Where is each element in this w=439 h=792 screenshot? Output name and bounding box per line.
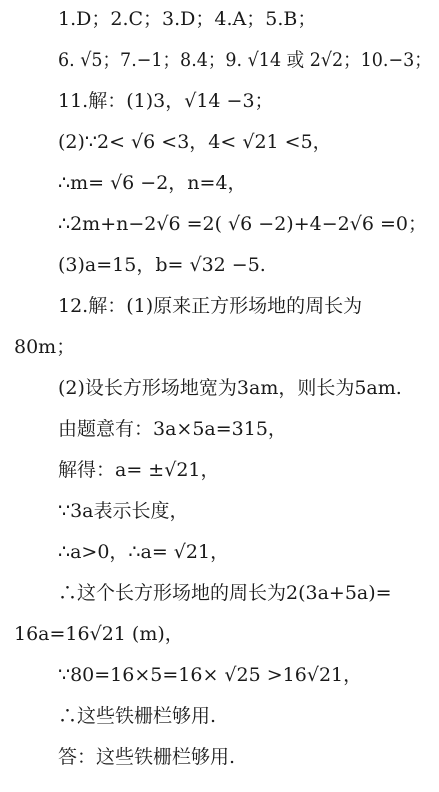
answer-line-5: ∴m= √6 −2，n=4，: [58, 172, 247, 194]
answer-line-14: ∴a>0，∴a= √21，: [58, 541, 230, 563]
answer-line-17: ∵80=16×5=16× √25 >16√21，: [58, 664, 363, 686]
answer-line-11: 由题意有：3a×5a=315，: [58, 418, 287, 440]
answer-line-6: ∴2m+n−2√6 =2( √6 −2)+4−2√6 =0；: [58, 213, 427, 235]
answer-line-2: 6. √5；7.−1；8.4；9. √14 或 2√2；10.−3；: [58, 49, 432, 71]
answer-line-9: 80m；: [14, 336, 76, 358]
answer-line-4: (2)∵2< √6 <3，4< √21 <5，: [58, 131, 332, 153]
answer-line-12: 解得：a= ±√21，: [58, 459, 220, 481]
answer-line-18: ∴这些铁栅栏够用.: [58, 705, 217, 727]
answer-line-15: ∴这个长方形场地的周长为2(3a+5a)=: [58, 582, 392, 604]
answer-line-3: 11.解：(1)3，√14 −3；: [58, 90, 274, 112]
answer-line-7: (3)a=15，b= √32 −5.: [58, 254, 266, 276]
answer-line-10: (2)设长方形场地宽为3am，则长为5am.: [58, 377, 402, 399]
answer-line-16: 16a=16√21 (m)，: [14, 623, 184, 645]
answer-line-13: ∵3a表示长度，: [58, 500, 189, 522]
answer-line-19: 答：这些铁栅栏够用.: [58, 746, 236, 768]
answer-line-1: 1.D；2.C；3.D；4.A；5.B；: [58, 8, 317, 30]
answer-line-8: 12.解：(1)原来正方形场地的周长为: [58, 295, 363, 317]
